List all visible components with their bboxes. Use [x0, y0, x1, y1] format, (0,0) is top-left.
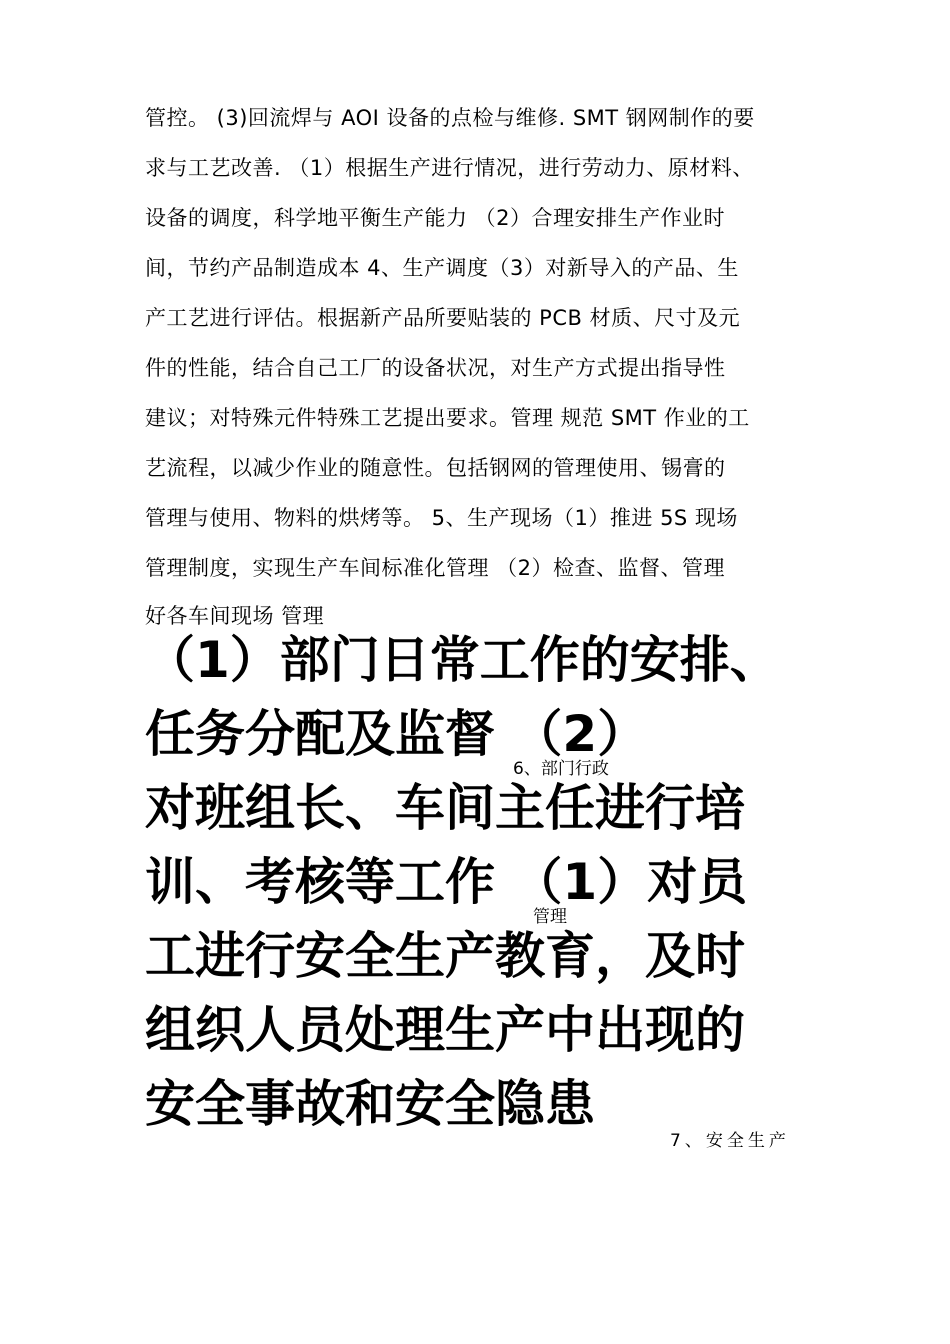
paragraph-line-10: 管理制度，实现生产车间标准化管理 （2）检查、监督、管理 — [145, 556, 726, 580]
large-text-line-7: 安全事故和安全隐患 — [145, 1075, 595, 1133]
large-text-line-3: 对班组长、车间主任进行培 — [145, 779, 745, 837]
paragraph-line-8: 艺流程，以减少作业的随意性。包括钢网的管理使用、锡膏的 — [145, 456, 726, 480]
large-text-line-6: 组织人员处理生产中出现的 — [145, 1001, 745, 1059]
large-text-line-5: 工进行安全生产教育，及时 — [145, 927, 745, 985]
paragraph-line-4: 间，节约产品制造成本 4、生产调度（3）对新导入的产品、生 — [145, 256, 739, 280]
large-text-line-1: （1）部门日常工作的安排、 — [145, 631, 780, 689]
section-label-dept-admin: 6、部门行政 — [513, 759, 609, 779]
paragraph-line-2: 求与工艺改善. （1）根据生产进行情况，进行劳动力、原材料、 — [145, 156, 754, 180]
paragraph-line-1: 管控。 (3)回流焊与 AOI 设备的点检与维修. SMT 钢网制作的要 — [145, 106, 755, 130]
large-text-line-2: 任务分配及监督 （2） — [145, 705, 648, 763]
paragraph-line-3: 设备的调度，科学地平衡生产能力 （2）合理安排生产作业时 — [145, 206, 726, 230]
paragraph-line-11: 好各车间现场 管理 — [145, 604, 325, 628]
paragraph-line-5: 产工艺进行评估。根据新产品所要贴装的 PCB 材质、尺寸及元 — [145, 306, 741, 330]
paragraph-line-9: 管理与使用、物料的烘烤等。 5、生产现场（1）推进 5S 现场 — [145, 506, 738, 530]
paragraph-line-6: 件的性能，结合自己工厂的设备状况，对生产方式提出指导性 — [145, 356, 726, 380]
large-text-line-4: 训、考核等工作 （1）对员 — [145, 853, 748, 911]
section-label-safety-production: 7、安全生产 — [670, 1131, 790, 1151]
paragraph-line-7: 建议；对特殊元件特殊工艺提出要求。管理 规范 SMT 作业的工 — [145, 406, 750, 430]
section-label-management: 管理 — [533, 907, 567, 927]
